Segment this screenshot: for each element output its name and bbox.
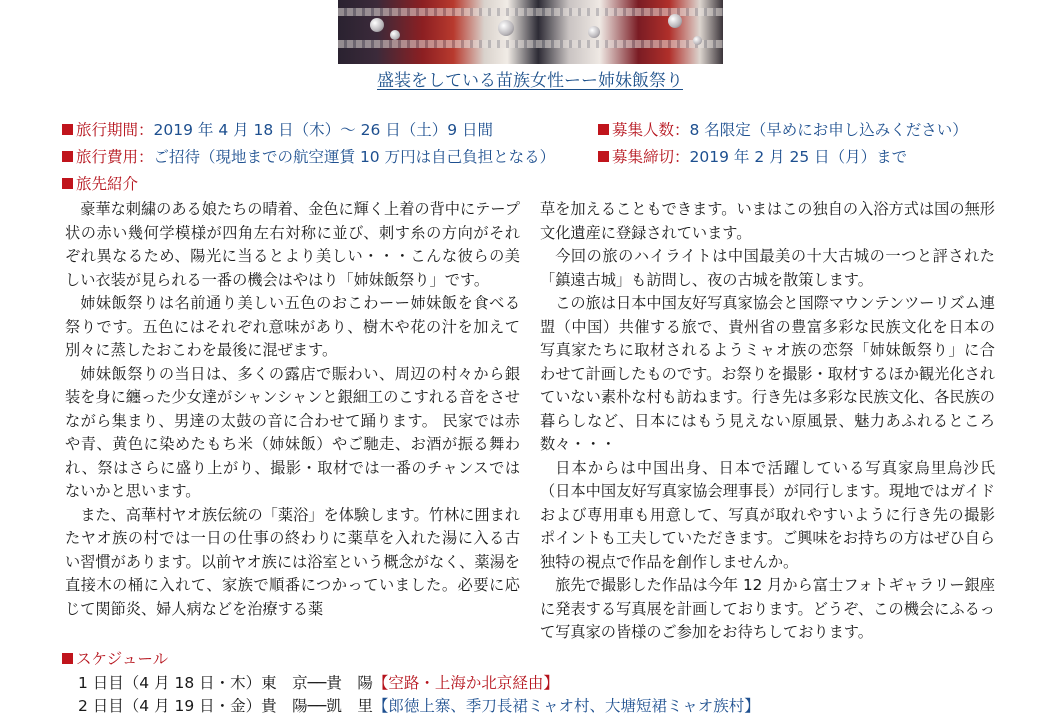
travel-period-label: 旅行期間： <box>76 121 154 139</box>
deadline-value: 2019 年 2 月 25 日（月）まで <box>689 148 908 166</box>
schedule-row <box>78 671 559 693</box>
paragraph: 姉妹飯祭りは名前通り美しい五色のおこわーー姉妹飯を食べる祭りです。五色にはそれぞれ意味があり、樹木や花の汁を加えて別々に蒸したおこわを最後に混ぜます。 <box>65 294 520 359</box>
travel-cost-value: ご招待（現地までの航空運賃 10 万円は自己負担となる） <box>153 148 556 166</box>
deadline <box>598 145 907 167</box>
capacity-label: 募集人数： <box>612 121 690 139</box>
schedule-note: 【郎徳上寨、季刀長裙ミャオ村、大塘短裙ミャオ族村】 <box>372 697 760 715</box>
schedule-row <box>78 694 760 716</box>
schedule-heading <box>62 647 168 669</box>
travel-cost <box>62 145 555 167</box>
schedule-day: 2 日目（4 月 19 日・金） <box>78 697 262 715</box>
intro-left-column <box>65 198 520 621</box>
travel-cost-label: 旅行費用： <box>76 148 154 166</box>
paragraph: 今回の旅のハイライトは中国最美の十大古城の一つと評された「鎮遠古城」も訪問し、夜の古城を散策します。 <box>540 247 995 289</box>
paragraph: 旅先で撮影した作品は今年 12 月から富士フォトギャラリー銀座に発表する写真展を計画しております。どうぞ、この機会にふるって写真家の皆様のご参加をお待ちしております。 <box>540 576 995 641</box>
square-bullet-icon <box>62 653 73 664</box>
square-bullet-icon <box>62 124 73 135</box>
paragraph: この旅は日本中国友好写真家協会と国際マウンテンツーリズム連盟（中国）共催する旅で、貴州省の豊富多彩な民族文化を日本の写真家たちに取材されるようミャオ族の恋祭「姉妹飯祭り」に合わせて計画したものです。お祭りを撮影・取材するほか観光化されていない素朴な村も訪ねます。行き先は多彩な民族文化、各民族の暮らしなど、日本にはもう見えない原風景、魅力あふれるところ数々・・・ <box>540 294 995 453</box>
square-bullet-icon <box>598 124 609 135</box>
paragraph: 姉妹飯祭りの当日は、多くの露店で賑わい、周辺の村々から銀装を身に纏った少女達がシャンシャンと銀細工のこすれる音をさせながら集まり、男達の太鼓の音に合わせて踊ります。 民家では赤や青、黄色に染めたもち米（姉妹飯）やご馳走、お酒が振る舞われ、祭はさらに盛り上がり、撮影・取材では一番のチャンスではないかと思います。 <box>65 364 520 500</box>
schedule-route: 貴 陽──凱 里 <box>261 697 373 715</box>
paragraph: 日本からは中国出身、日本で活躍している写真家烏里烏沙氏（日本中国友好写真家協会理事長）が同行します。現地ではガイドおよび専用車も用意して、写真が取れやすいように行き先の撮影ポイントも工夫していただきます。ご興味をお持ちの方はぜひ自ら独特の視点で作品を創作しませんか。 <box>540 458 995 571</box>
square-bullet-icon <box>598 151 609 162</box>
paragraph: また、高華村ヤオ族伝統の「薬浴」を体験します。竹林に囲まれたヤオ族の村では一日の仕事の終わりに薬草を入れた湯に入る古い習慣があります。以前ヤオ族には浴室という概念がなく、薬湯を直接木の桶に入れて、家族で順番につかっていました。必要に応じて関節炎、婦人病などを治療する薬 <box>65 505 520 618</box>
deadline-label: 募集締切： <box>612 148 690 166</box>
hero-photo <box>338 0 723 64</box>
capacity <box>598 118 968 140</box>
intro-heading-text: 旅先紹介 <box>76 175 139 193</box>
intro-right-column <box>540 198 995 645</box>
paragraph: 草を加えることもできます。いまはこの独自の入浴方式は国の無形文化遺産に登録されています。 <box>540 200 995 242</box>
schedule-heading-text: スケジュール <box>76 650 169 668</box>
schedule-note: 【空路・上海か北京経由】 <box>372 674 559 692</box>
schedule-day: 1 日目（4 月 18 日・木） <box>78 674 262 692</box>
square-bullet-icon <box>62 151 73 162</box>
capacity-value: 8 名限定（早めにお申し込みください） <box>689 121 968 139</box>
travel-period <box>62 118 493 140</box>
travel-period-value: 2019 年 4 月 18 日（木）〜 26 日（土）9 日間 <box>153 121 494 139</box>
square-bullet-icon <box>62 178 73 189</box>
schedule-route: 東 京──貴 陽 <box>261 674 373 692</box>
photo-caption: 盛装をしている苗族女性ーー姉妹飯祭り <box>377 71 683 91</box>
intro-heading <box>62 172 138 194</box>
paragraph: 豪華な刺繍のある娘たちの晴着、金色に輝く上着の背中にテープ状の赤い幾何学模様が四角左右対称に並び、刺す糸の方向がそれぞれ異なるため、陽光に当るとより美しい・・・こんな彼らの美しい衣装が見られる一番の機会はやはり「姉妹飯祭り」です。 <box>65 200 520 289</box>
